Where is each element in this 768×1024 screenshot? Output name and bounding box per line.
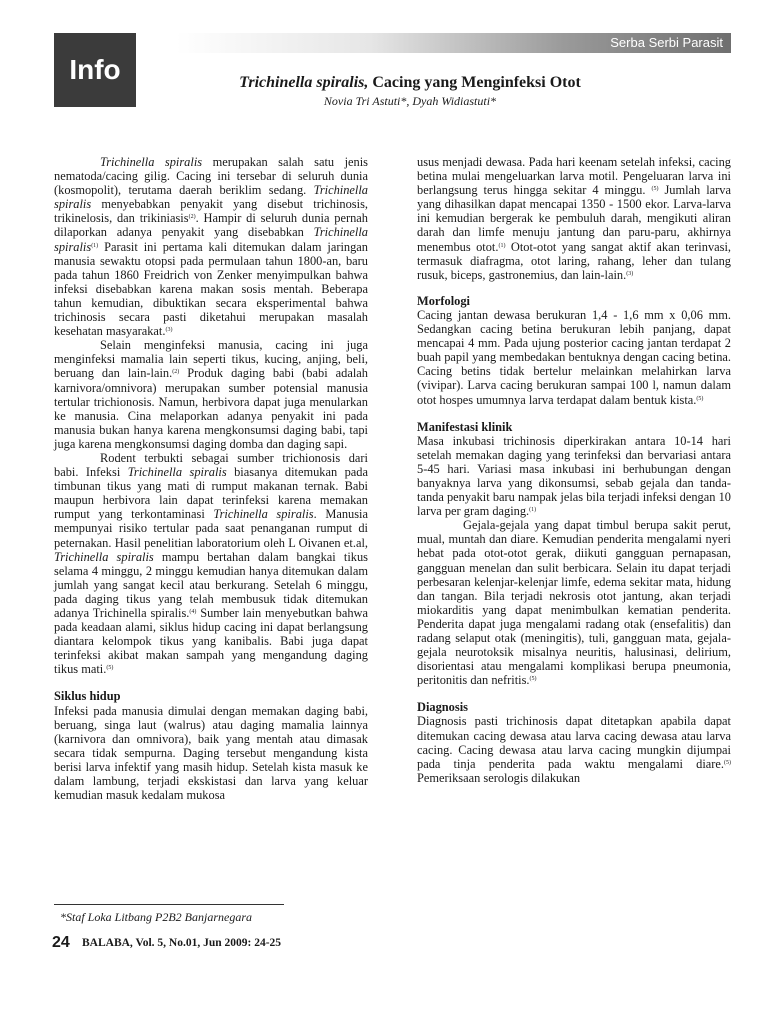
citation: (2) — [188, 214, 196, 221]
citation: (1) — [91, 242, 99, 249]
title-species: Trichinella spiralis, — [239, 74, 369, 91]
journal-citation: BALABA, Vol. 5, No.01, Jun 2009: 24-25 — [82, 937, 282, 949]
citation: (5) — [724, 759, 731, 766]
paragraph-lifecycle: Infeksi pada manusia dimulai dengan memakan daging babi, beruang, singa laut (walrus) atau daging mamalia lainnya (karnivora dan omnivora), baik yang mentah atau dimasak secara tidak sempurna. Daging tersebut mengandung kista berisi larva infektif yang masih hidup. Setelah kista masuk ke dalam lambung, terjadi ekskistasi dan larva yang keluar kemudian masuk kedalam mukosa — [54, 703, 368, 803]
citation: (3) — [626, 270, 634, 277]
paragraph-hosts — [54, 338, 368, 451]
article-title — [140, 74, 680, 92]
page-number: 24 — [52, 934, 70, 951]
citation: (1) — [529, 507, 537, 514]
info-badge: Info — [54, 33, 136, 107]
text-run: merupakan salah satu jenis nematoda/cacing gilig. Cacing ini tersebar di seluruh dunia (kosmopolit), terutama daerah beriklim sedang. — [54, 155, 368, 198]
heading-siklus-hidup: Siklus hidup — [54, 689, 121, 704]
text-run: Gejala-gejala yang dapat timbul berupa sakit perut, mual, muntah dan diare. Kemudian penderita mengalami nyeri hebat pada otot-otot gerak, diikuti gangguan pernapasan, gangguan menelan dan sulit berbicara. Selain itu dapat terjadi perbesaran kelenjar-kelenjar limfe, edema sekitar mata, hidung dan tangan. Bila terjadi nekrosis otot jantung, akan terjadi miokarditis yang dapat menimbulkan kematian penderita. Penderita dapat juga mengalami radang otak (ensefalitis) dan radang selaput otak (meningitis), tuli, gangguan mata, gejala-gejala neurotoksik misalnya neuritis, halusinasi, delirium, disorientasi atau mengalami komplikasi berupa pneumonia, peritonitis dan nefritis. — [417, 518, 731, 688]
citation: (3) — [165, 327, 173, 334]
paragraph-rodents — [54, 451, 368, 677]
text-run: Sumber lain menyebutkan bahwa pada keadaan alami, siklus hidup cacing ini dapat berlangsung diantara kelompok tikus yang kanibalis. Babi juga dapat terinfeksi akibat makan sampah yang mengandung daging tikus mati. — [54, 606, 368, 677]
text-run: mampu bertahan dalam bangkai tikus selama 4 minggu, 2 minggu kemudian hanya ditemukan dalam jumlah yang sangat kecil atau berkurang. Setelah 6 minggu, pada daging tikus yang telah membusuk tidak ditemukan adanya Trichinella spiralis. — [54, 549, 369, 620]
text-run: . Manusia mempunyai risiko tertular pada saat penanganan rumput di peternakan. Hasil penelitian laboratorium oleh L Oivanen et.al, — [54, 507, 369, 550]
text-run: Jumlah larva yang dihasilkan dapat mencapai 1350 - 1500 ekor. Larva-larva ini kemudian bergerak ke pembuluh darah, mengikuti aliran darah dan limfe menuju jantung dan paru-paru, akhirnya menembus otot. — [417, 183, 731, 254]
species-name: Trichinella spiralis — [54, 225, 368, 254]
right-column — [417, 155, 731, 785]
text-run: Otot-otot yang sangat aktif akan terinvasi, termasuk diafragma, otot laring, rahang, leher dan tulang rusuk, biceps, gastronemius, dan lain-lain. — [417, 239, 732, 282]
title-rest: Cacing yang Menginfeksi Otot — [368, 74, 581, 91]
text-run: . Hampir di seluruh dunia pernah dilaporkan adanya penyakit yang disebabkan — [54, 211, 368, 240]
paragraph-morphology — [417, 308, 731, 407]
text-run: menyebabkan penyakit yang disebut trichinosis, trikinelosis, dan trikiniasis — [54, 197, 368, 226]
paragraph-lifecycle-cont — [417, 155, 731, 282]
citation: (4) — [189, 609, 197, 615]
text-run: Produk daging babi (babi adalah karnivora/omnivora) merupakan sumber potensial manusia tertular trichionosis. Namun, herbivora dapat juga menularkan ke manusia. Cina melaporkan adanya penyakit ini pada manusia bukan hanya karena mengkonsumsi daging babi, tapi juga karena mengkonsumsi daging domba dan daging sapi. — [54, 366, 368, 451]
citation: (5) — [106, 665, 114, 672]
paragraph-incubation — [417, 434, 731, 519]
species-name: Trichinella spiralis — [213, 507, 314, 522]
text-run: Selain menginfeksi manusia, cacing ini juga menginfeksi mamalia lain seperti tikus, kucing, anjing, beli, beruang dan lain-lain. — [54, 338, 368, 381]
heading-manifestasi-klinik: Manifestasi klinik — [417, 419, 513, 434]
citation: (5) — [529, 676, 537, 683]
paragraph-diagnosis — [417, 714, 731, 784]
text-run: biasanya ditemukan pada timbunan tikus yang mati di rumput makanan ternak. Babi maupun herbivora lain dapat terinfeksi karena memakan rumput yang terkontaminasi — [54, 465, 368, 522]
species-name: Trichinella spiralis — [100, 155, 203, 169]
left-column — [54, 155, 368, 802]
text-run: Parasit ini pertama kali ditemukan dalam jaringan manusia sewaktu otopsi pada permulaan tahun 1800-an, baru pada tahun 1860 Freidrich von Zenker menyimpulkan bahwa infeksi disebabkan karena makan sosis mentah. Beberapa tahun kemudian, dibuktikan secara eksperimental bahwa trichinosis secara pasti diketahui merupakan masalah kesehatan masyarakat. — [54, 239, 368, 339]
species-name: Trichinella spiralis — [54, 183, 368, 212]
author-affiliation-footnote: *Staf Loka Litbang P2B2 Banjarnegara — [60, 910, 252, 924]
species-name: Trichinella spiralis — [54, 549, 154, 564]
text-run: Cacing jantan dewasa berukuran 1,4 - 1,6 mm x 0,06 mm. Sedangkan cacing betina berukuran lebih panjang, dapat mencapai 4 mm. Pada ujung posterior cacing jantan terdapat 2 buah papil yang membedakan bentuknya dengan cacing betina. Cacing betins tidak bertelur melainkan melahirkan larva (vivipar). Larva cacing berukuran sampai 100 l, namun dalam otot hospes umumnya larva terdapat dalam bentuk kista. — [417, 307, 731, 407]
footnote-divider — [54, 904, 284, 905]
paragraph-intro — [54, 155, 368, 338]
heading-morfologi: Morfologi — [417, 293, 470, 308]
citation: (2) — [172, 369, 180, 376]
text-run: Rodent terbukti sebagai sumber trichionosis dari babi. Infeksi — [54, 450, 368, 480]
article-authors: Novia Tri Astuti*, Dyah Widiastuti* — [323, 94, 497, 108]
citation: (5) — [651, 186, 659, 193]
citation: (1) — [498, 242, 506, 249]
paragraph-symptoms — [417, 518, 731, 687]
text-run: Masa inkubasi trichinosis diperkirakan antara 10-14 hari setelah memakan daging yang terinfeksi dan bervariasi antara 5-45 hari. Variasi masa inkubasi ini berhubungan dengan banyaknya larva yang dikonsumsi, sebab gejala dan tanda-tanda penyakit baru nampak jelas bila terjadi infeksi dengan 10 larva per gram daging. — [417, 433, 731, 519]
text-run: usus menjadi dewasa. Pada hari keenam setelah infeksi, cacing betina mulai mengeluarkan larva motil. Pengeluaran larva ini berlangsung terus hingga sekitar 4 minggu. — [417, 155, 731, 198]
heading-diagnosis: Diagnosis — [417, 700, 468, 715]
species-name: Trichinella spiralis — [127, 465, 227, 480]
citation: (5) — [696, 395, 704, 402]
text-run: Pemeriksaan serologis dilakukan — [417, 770, 581, 785]
text-run: Diagnosis pasti trichinosis dapat ditetapkan apabila dapat ditemukan cacing dewasa atau larva cacing dewasa atau larva cacing. Cacing dewasa atau larva cacing mungkin dijumpai pada tinja penderita pada waktu mengalami diare. — [417, 714, 731, 771]
section-label: Serba Serbi Parasit — [610, 35, 723, 50]
section-header-band — [176, 33, 731, 53]
